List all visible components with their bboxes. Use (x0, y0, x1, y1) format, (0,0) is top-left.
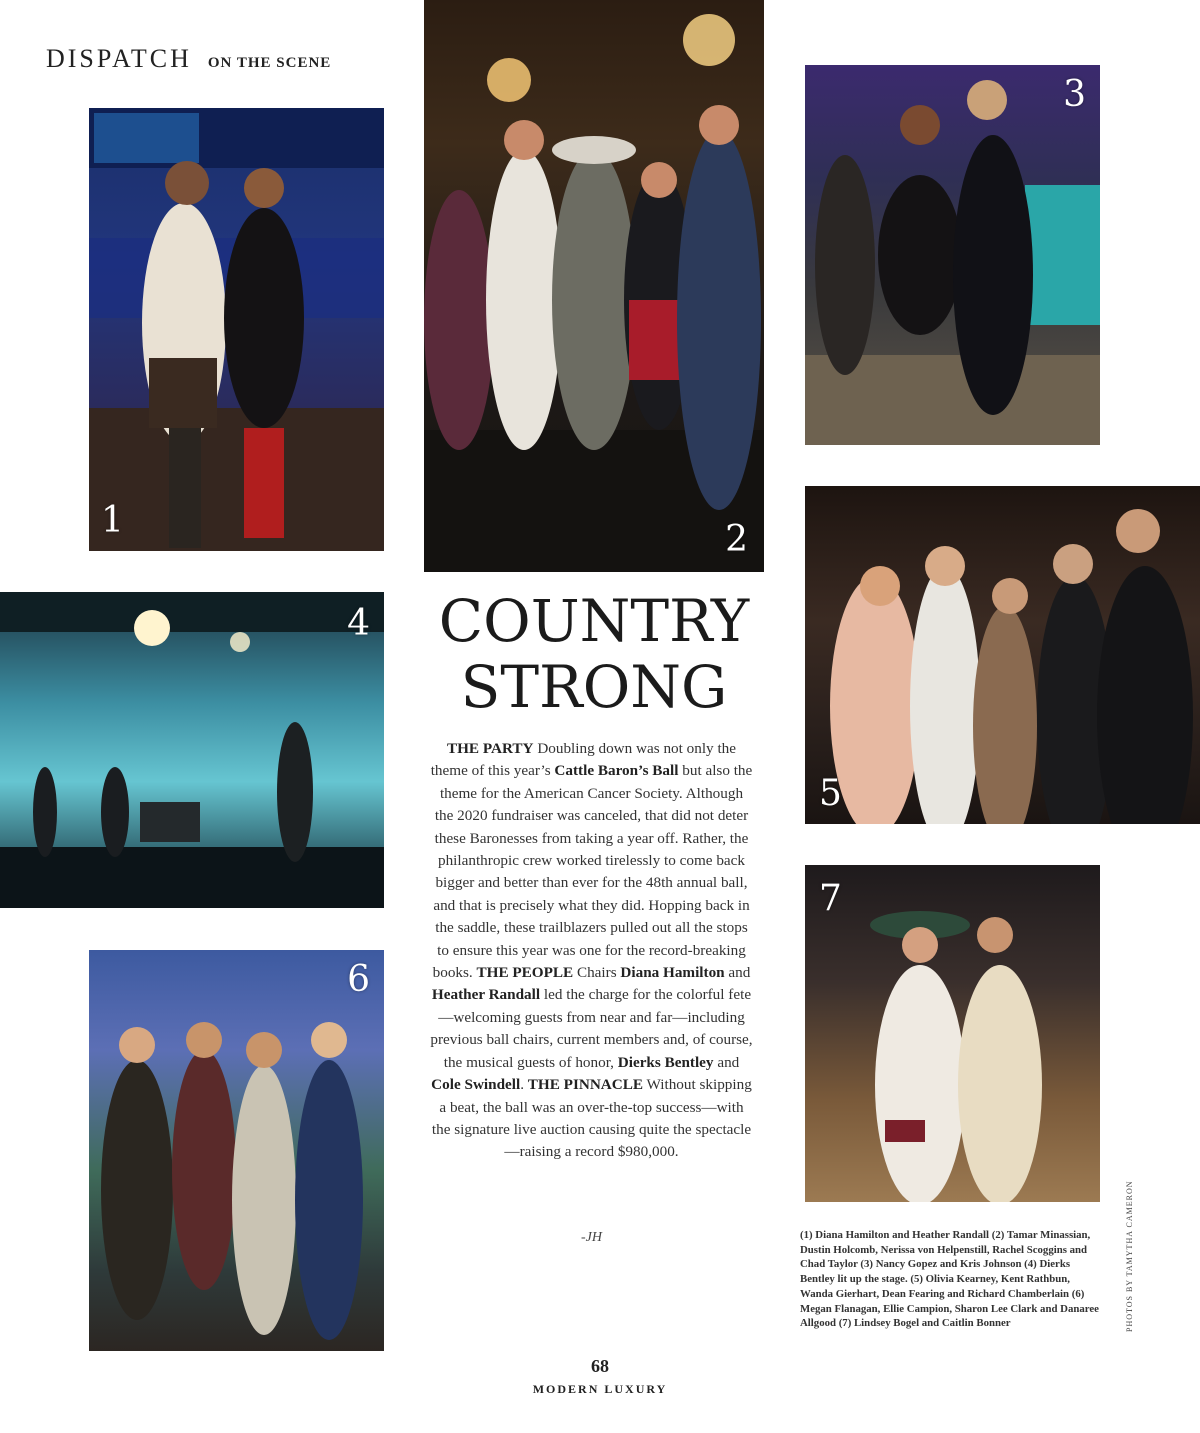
photo-caption: (1) Diana Hamilton and Heather Randall (2) Tamar Minassian, Dustin Holcomb, Nerissa von Helpenstill, Rachel Scoggins and Chad Taylor (3) Nancy Gopez and Kris Johnson (4) Dierks Bentley lit up the stage. (5) Olivia Kearney, Kent Rathbun, Wanda Gierhart, Dean Fearing and Richard Chamberlain (6) Megan Flanagan, Ellie Campion, Sharon Lee Clark and Danaree Allgood (7) Lindsey Bogel and Caitlin Bonner (800, 1229, 1099, 1330)
photo-6 (89, 950, 384, 1351)
byline: -JH (581, 1230, 602, 1245)
photo-number: 3 (1063, 74, 1086, 115)
photo-number: 6 (347, 959, 370, 1000)
photo-number: 5 (819, 773, 842, 814)
section-subtitle: ON THE SCENE (207, 55, 332, 71)
title-line-1: COUNTRY (438, 587, 750, 655)
guest-name: Cole Swindell (431, 1076, 521, 1094)
article-text: . (520, 1076, 528, 1094)
photo-credit-text: PHOTOS BY TAMYTHA CAMERON (1125, 1180, 1134, 1332)
pinnacle-label: THE PINNACLE (527, 1076, 643, 1094)
photo-5-illustration (805, 486, 1200, 824)
article-text: and (724, 964, 751, 982)
photo-3-illustration (805, 65, 1100, 445)
photo-5 (805, 486, 1200, 824)
article-title (424, 588, 764, 720)
photo-3 (805, 65, 1100, 445)
article-text: but also the theme for the American Cancer Society. Although the 2020 fundraiser was canceled, that did not deter these Baronesses from taking a year off. Rather, the philanthropic crew worked tirelessly to come back bigger and better than ever for the 48th annual ball, and that is precisely what they did. Hopping back in the saddle, these trailblazers pulled out all the stops to ensure this year was one for the record-breaking books. (432, 762, 753, 982)
chair-name: Heather Randall (431, 986, 541, 1004)
photo-number: 2 (725, 519, 748, 560)
section-title: DISPATCH (46, 44, 192, 73)
article-text: Without skipping a beat, the ball was an over-the-top success—with the signature live auction causing quite the spectacle—raising a record $980,000. (431, 1076, 752, 1161)
photo-6-illustration (89, 950, 384, 1351)
photo-7 (805, 865, 1100, 1202)
photo-1-illustration (89, 108, 384, 551)
photo-number: 1 (101, 500, 124, 541)
article-text: Chairs (573, 964, 621, 982)
photo-credit (1125, 1180, 1137, 1340)
article-body (430, 738, 753, 1164)
photo-4 (0, 592, 384, 908)
photo-4-illustration (0, 592, 384, 908)
photo-1 (89, 108, 384, 551)
chair-name: Diana Hamilton (620, 964, 725, 982)
photo-2-illustration (424, 0, 764, 572)
photo-number: 4 (347, 603, 370, 644)
photo-7-illustration (805, 865, 1100, 1202)
article-text: led the charge for the colorful fete—welcoming guests from near and far—including previous ball chairs, current members and, of course, the musical guests of honor, (430, 986, 753, 1071)
guest-name: Dierks Bentley (617, 1053, 714, 1071)
page-header (46, 44, 331, 74)
article-text: Doubling down was not only the theme of this year’s (430, 740, 737, 780)
photo-2 (424, 0, 764, 572)
page-number: 68 (591, 1356, 609, 1376)
article-text: and (713, 1053, 740, 1071)
photo-number: 7 (819, 878, 842, 919)
people-label: THE PEOPLE (476, 964, 574, 982)
title-line-2: STRONG (460, 653, 728, 721)
party-label: THE PARTY (446, 740, 534, 757)
event-name: Cattle Baron’s Ball (554, 762, 679, 780)
magazine-name: MODERN LUXURY (532, 1382, 668, 1396)
